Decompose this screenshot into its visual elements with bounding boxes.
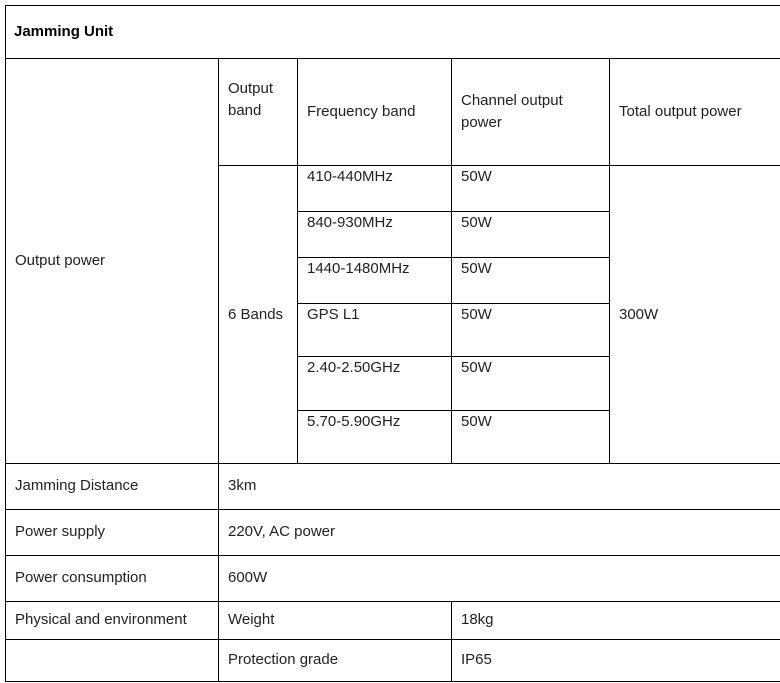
total-output-power-value: 300W bbox=[610, 166, 780, 464]
frequency-band-cell: 1440-1480MHz bbox=[298, 258, 452, 304]
channel-power-cell: 50W bbox=[452, 212, 610, 258]
channel-power-cell: 50W bbox=[452, 411, 610, 464]
physical-label: Physical and environment bbox=[6, 602, 219, 640]
row-value: 220V, AC power bbox=[219, 510, 780, 556]
output-power-label: Output power bbox=[6, 59, 219, 464]
row-value: 600W bbox=[219, 556, 780, 602]
channel-power-cell: 50W bbox=[452, 166, 610, 212]
header-channel-output-power: Channel output power bbox=[452, 59, 610, 166]
physical-item-value: 18kg bbox=[452, 602, 780, 640]
protection-grade-row bbox=[6, 640, 780, 682]
row-label: Power supply bbox=[6, 510, 219, 556]
output-band-value: 6 Bands bbox=[219, 166, 298, 464]
physical-item-name: Protection grade bbox=[219, 640, 452, 682]
jamming-distance-row bbox=[6, 464, 780, 510]
header-output-band: Output band bbox=[219, 59, 298, 166]
physical-item-value: IP65 bbox=[452, 640, 780, 682]
frequency-band-cell: GPS L1 bbox=[298, 304, 452, 357]
frequency-band-cell: 5.70-5.90GHz bbox=[298, 411, 452, 464]
table-title: Jamming Unit bbox=[6, 6, 780, 59]
title-row bbox=[6, 6, 780, 59]
weight-row bbox=[6, 602, 780, 640]
spec-table bbox=[5, 5, 780, 682]
row-value: 3km bbox=[219, 464, 780, 510]
power-supply-row bbox=[6, 510, 780, 556]
physical-label-empty bbox=[6, 640, 219, 682]
header-total-output-power: Total output power bbox=[610, 59, 780, 166]
row-label: Jamming Distance bbox=[6, 464, 219, 510]
channel-power-cell: 50W bbox=[452, 357, 610, 411]
channel-power-cell: 50W bbox=[452, 304, 610, 357]
output-power-header-row bbox=[6, 59, 780, 166]
physical-item-name: Weight bbox=[219, 602, 452, 640]
frequency-band-cell: 2.40-2.50GHz bbox=[298, 357, 452, 411]
frequency-band-cell: 840-930MHz bbox=[298, 212, 452, 258]
channel-power-cell: 50W bbox=[452, 258, 610, 304]
row-label: Power consumption bbox=[6, 556, 219, 602]
frequency-band-cell: 410-440MHz bbox=[298, 166, 452, 212]
header-frequency-band: Frequency band bbox=[298, 59, 452, 166]
power-consumption-row bbox=[6, 556, 780, 602]
